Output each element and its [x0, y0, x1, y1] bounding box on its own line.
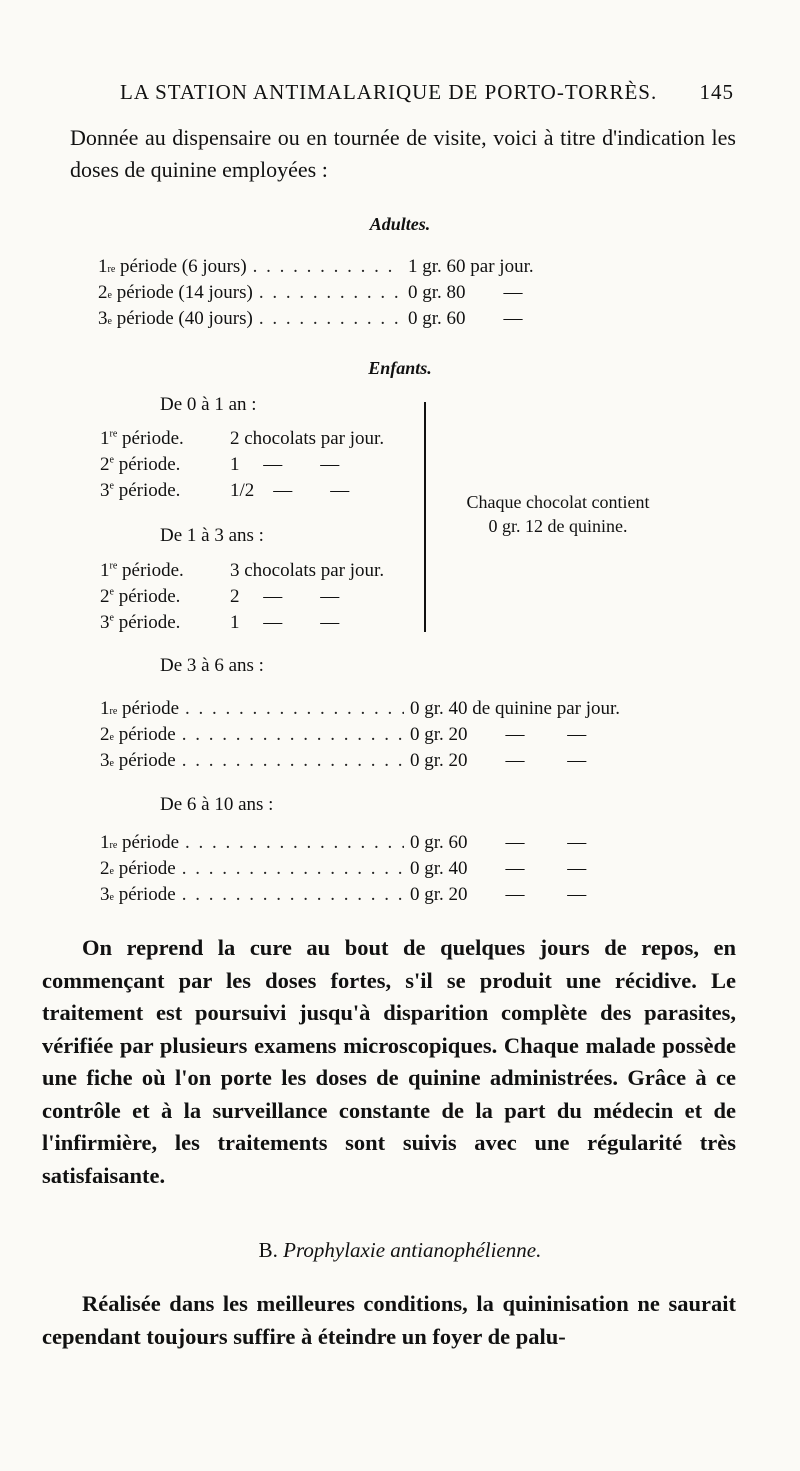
- row-label: période.: [122, 560, 184, 581]
- section-title: Prophylaxie antianophélienne.: [283, 1238, 542, 1262]
- group-label: De 6 à 10 ans :: [160, 794, 274, 815]
- enfants-row: [100, 610, 384, 636]
- dot-leader: [182, 856, 404, 882]
- row-ordinal: 1: [100, 698, 110, 719]
- section-heading: [0, 1238, 800, 1263]
- section-letter: B.: [258, 1238, 278, 1262]
- row-value: 3 chocolats par jour.: [230, 560, 385, 581]
- row-ordinal-sup: e: [109, 454, 114, 466]
- enfants-group3: [100, 696, 680, 774]
- running-title: LA STATION ANTIMALARIQUE DE PORTO-TORRÈS.: [120, 80, 658, 104]
- row-dose: 0 gr. 20 — —: [410, 750, 587, 771]
- row-label: période: [118, 724, 176, 745]
- row-dose: 0 gr. 60 — —: [410, 832, 587, 853]
- row-label: période.: [118, 454, 181, 475]
- enfants-row: [100, 584, 384, 610]
- row-ordinal-sup: e: [109, 480, 114, 492]
- row-ordinal: 2: [100, 454, 110, 475]
- intro-paragraph: Donnée au dispensaire ou en tournée de visite, voici à titre d'indication les doses de quinine employées :: [70, 125, 736, 182]
- row-value: 2 chocolats par jour.: [230, 428, 385, 449]
- row-dose: 0 gr. 20 — —: [410, 724, 587, 745]
- body-paragraph: [42, 932, 736, 1192]
- row-label: période: [122, 698, 180, 719]
- dot-leader: [185, 830, 404, 856]
- dot-leader: [185, 696, 404, 722]
- row-value: 1 — —: [230, 612, 340, 633]
- dot-leader: [259, 280, 402, 306]
- row-value: 1 — —: [230, 454, 340, 475]
- row-label: période.: [122, 428, 184, 449]
- adultes-row: 3 e période (40 jours) . . . 0 gr. 60 —: [98, 306, 688, 332]
- row-label: période.: [118, 586, 181, 607]
- row-label: période.: [118, 612, 181, 633]
- adultes-heading: Adultes.: [369, 214, 431, 234]
- enfants-group4: [100, 830, 680, 908]
- row-ordinal: 3: [100, 884, 110, 905]
- row-ordinal: 3: [98, 308, 108, 329]
- note-line: 0 gr. 12 de quinine.: [488, 516, 628, 536]
- enfants-row: 3 e période . . . 0 gr. 20 — —: [100, 882, 680, 908]
- row-label: période.: [118, 480, 181, 501]
- enfants-row: 2 e période . . . 0 gr. 40 — —: [100, 856, 680, 882]
- row-value: 2 — —: [230, 586, 340, 607]
- enfants-row: [100, 558, 384, 584]
- group-label: De 1 à 3 ans :: [160, 525, 264, 546]
- paragraph-text: On reprend la cure au bout de quelques jours de repos, en commençant par les doses fortes, s'il se produit une récidive. Le traitement est poursuivi jusqu'à disparition complète des parasites, vérifiée par plusieurs examens microscopiques. Chaque malade possède une fiche où l'on porte les doses de quinine administrées. Grâce à ce contrôle et à la surveillance constante de la part du médecin et de l'infirmière, les traitements sont suivis avec une régularité très satisfaisante.: [42, 935, 736, 1188]
- enfants-row: [100, 426, 384, 452]
- row-ordinal: 1: [100, 428, 110, 449]
- row-label: période (6 jours): [120, 256, 247, 277]
- row-dose: 0 gr. 80 —: [408, 282, 523, 303]
- row-ordinal-sup: re: [109, 560, 118, 572]
- enfants-group2: [100, 558, 384, 636]
- row-dose: 0 gr. 40 de quinine par jour.: [410, 698, 621, 719]
- page-header: [120, 80, 734, 105]
- row-label: période: [122, 832, 180, 853]
- row-label: période: [118, 750, 176, 771]
- row-ordinal: 3: [100, 480, 110, 501]
- adultes-row: 1 re période (6 jours) . . . 1 gr. 60 par jour.: [98, 254, 688, 280]
- dot-leader: [259, 306, 402, 332]
- row-dose: 0 gr. 40 — —: [410, 858, 587, 879]
- row-ordinal: 3: [100, 750, 110, 771]
- dot-leader: [182, 882, 404, 908]
- dot-leader: [253, 254, 402, 280]
- enfants-row: 1 re période . . . 0 gr. 40 de quinine par jour.: [100, 696, 680, 722]
- row-ordinal: 2: [100, 858, 110, 879]
- brace-bracket: [424, 402, 434, 632]
- adultes-row: 2 e période (14 jours) . . . 0 gr. 80 —: [98, 280, 688, 306]
- row-value: 1/2 — —: [230, 480, 350, 501]
- row-ordinal-sup: e: [109, 612, 114, 624]
- chocolate-note: [448, 490, 668, 538]
- note-line: Chaque chocolat contient: [466, 492, 650, 512]
- group-label: De 0 à 1 an :: [160, 394, 257, 415]
- body-paragraph: [42, 1288, 736, 1353]
- row-label: période (14 jours): [116, 282, 253, 303]
- row-ordinal: 1: [100, 832, 110, 853]
- row-dose: 1 gr. 60 par jour.: [408, 256, 534, 277]
- enfants-row: [100, 478, 384, 504]
- enfants-row: 3 e période . . . 0 gr. 20 — —: [100, 748, 680, 774]
- row-dose: 0 gr. 20 — —: [410, 884, 587, 905]
- row-ordinal: 1: [98, 256, 108, 277]
- row-dose: 0 gr. 60 —: [408, 308, 523, 329]
- row-label: période: [118, 858, 176, 879]
- dot-leader: [182, 722, 404, 748]
- enfants-group1: [100, 426, 384, 504]
- page-number: 145: [699, 80, 734, 104]
- dot-leader: [182, 748, 404, 774]
- enfants-heading: Enfants.: [368, 358, 432, 378]
- row-ordinal: 2: [100, 724, 110, 745]
- row-ordinal-sup: e: [109, 586, 114, 598]
- enfants-row: 2 e période . . . 0 gr. 20 — —: [100, 722, 680, 748]
- row-ordinal: 2: [98, 282, 108, 303]
- row-ordinal: 3: [100, 612, 110, 633]
- row-ordinal: 1: [100, 560, 110, 581]
- row-label: période: [118, 884, 176, 905]
- group-label: De 3 à 6 ans :: [160, 655, 264, 676]
- enfants-row: [100, 452, 384, 478]
- paragraph-text: Réalisée dans les meilleures conditions, la quininisation ne saurait cependant toujours suffire à éteindre un foyer de palu-: [42, 1291, 736, 1349]
- row-ordinal-sup: re: [109, 428, 118, 440]
- row-label: période (40 jours): [116, 308, 253, 329]
- row-ordinal: 2: [100, 586, 110, 607]
- adultes-table: [98, 254, 688, 332]
- enfants-row: 1 re période . . . 0 gr. 60 — —: [100, 830, 680, 856]
